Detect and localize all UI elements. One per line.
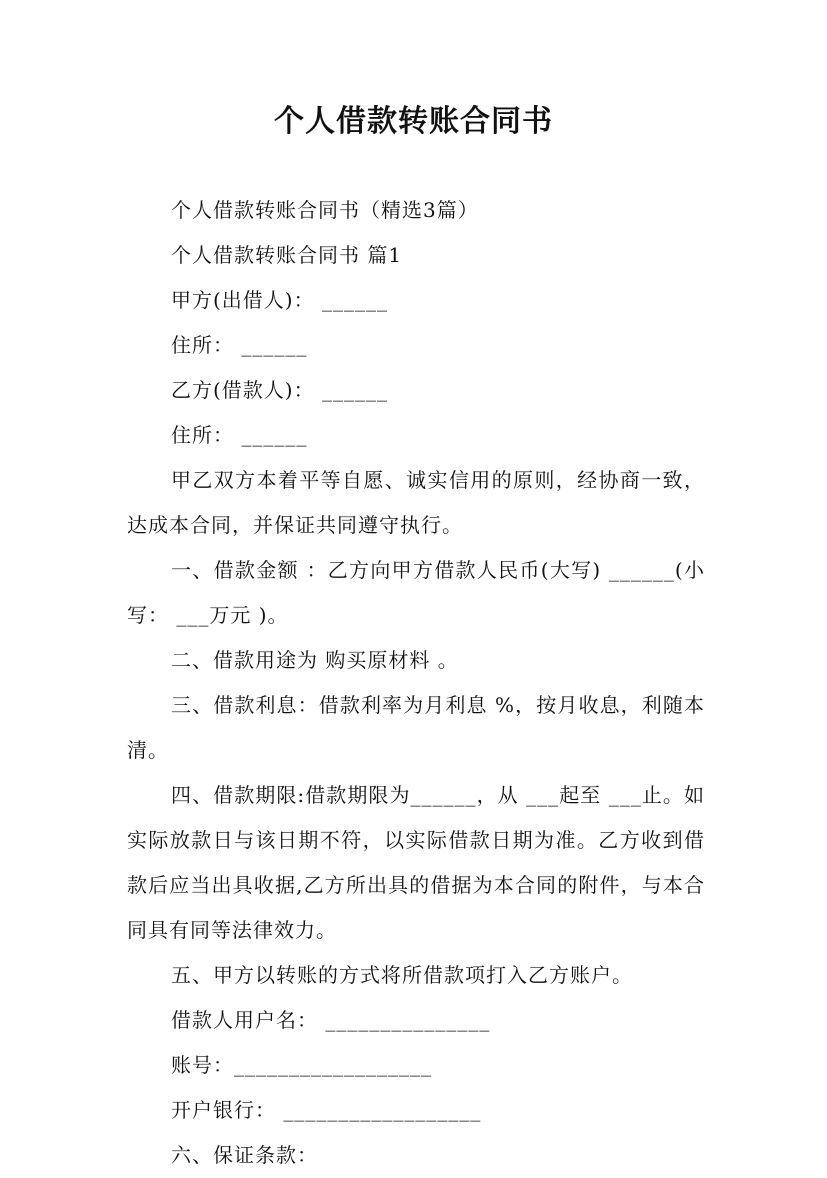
paragraph-subtitle: 个人借款转账合同书（精选3篇）	[171, 198, 479, 222]
paragraph-clause-guarantee: 六、保证条款：	[171, 1143, 318, 1167]
document-body	[127, 188, 705, 1178]
paragraph-borrower: 乙方(借款人)： ______	[171, 378, 388, 402]
paragraph-clause-amount: 一、借款金额 ：乙方向甲方借款人民币(大写) ______(小写： ___万元 )。	[127, 558, 705, 627]
paragraph-clause-interest: 三、借款利息：借款利率为月利息 %，按月收息，利随本清。	[127, 693, 705, 762]
paragraph-account-number: 账号：__________________	[171, 1053, 432, 1077]
paragraph-clause-purpose: 二、借款用途为 购买原材料 。	[171, 648, 459, 672]
paragraph-clause-term: 四、借款期限:借款期限为______，从 ___起至 ___止。如实际放款日与该日期不符，以实际借款日期为准。乙方收到借款后应当出具收据,乙方所出具的借据为本合同的附件，与本合同具有同等法律效力。	[127, 783, 705, 942]
paragraph-preamble: 甲乙双方本着平等自愿、诚实信用的原则，经协商一致，达成本合同，并保证共同遵守执行。	[127, 468, 705, 537]
document-title: 个人借款转账合同书	[274, 104, 553, 139]
paragraph-account-name: 借款人用户名： _______________	[171, 1008, 491, 1032]
paragraph-lender-address: 住所： ______	[171, 333, 308, 357]
paragraph-bank: 开户银行： __________________	[171, 1098, 482, 1122]
paragraph-lender: 甲方(出借人)： ______	[171, 288, 388, 312]
paragraph-section-heading: 个人借款转账合同书 篇1	[171, 243, 403, 267]
paragraph-clause-transfer: 五、甲方以转账的方式将所借款项打入乙方账户。	[171, 963, 633, 987]
paragraph-borrower-address: 住所： ______	[171, 423, 308, 447]
